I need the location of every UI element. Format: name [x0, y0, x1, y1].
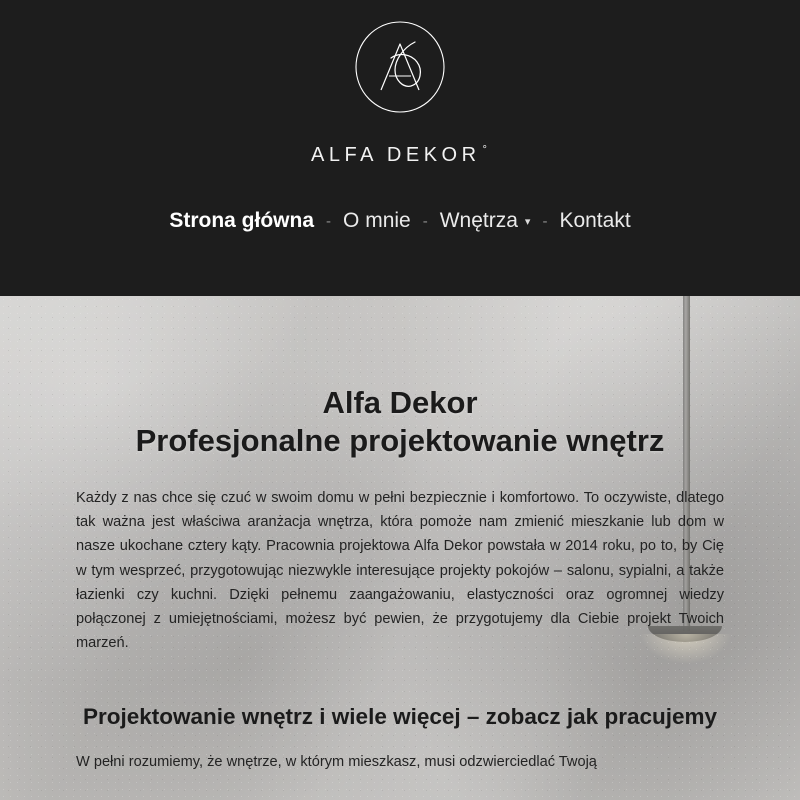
section-heading: Projektowanie wnętrz i wiele więcej – zobacz jak pracujemy [83, 704, 717, 730]
nav-separator: - [326, 212, 332, 230]
nav-item-o-mnie[interactable]: O mnie [343, 209, 411, 232]
nav-separator: - [542, 212, 548, 230]
site-header [0, 0, 800, 296]
main-navigation [163, 207, 636, 235]
nav-item-wnetrza[interactable] [434, 207, 537, 235]
alfa-dekor-monogram-icon [351, 18, 449, 134]
hero-paragraph: Każdy z nas chce się czuć w swoim domu w pełni bezpiecznie i komfortowo. To oczywiste, dlatego tak ważna jest właściwa aranżacja wnętrza, która pomoże nam zmienić mieszkanie lub dom w nasze ukochane cztery kąty. Pracownia projektowa Alfa Dekor powstała w 2014 roku, po to, by Cię w tym wesprzeć, przygotowując niezwykle interesujące projekty pokojów – salonu, sypialni, a także łazienki czy kuchni. Dzięki pełnemu zaangażowaniu, elastyczności oraz ogromnej wiedzy połączonej z umiejętnościami, możesz być pewien, że przygotujemy dla Ciebie projekt Twoich marzeń. [76, 490, 724, 652]
brand-superscript: ° [482, 144, 487, 157]
nav-separator: - [422, 212, 428, 230]
nav-item-wnetrza-label: Wnętrza [439, 209, 518, 232]
content-container [0, 384, 800, 775]
brand-logo[interactable] [311, 18, 489, 167]
page-title-line-2: Profesjonalne projektowanie wnętrz [135, 423, 665, 458]
nav-item-strona-glowna[interactable]: Strona główna [169, 209, 315, 232]
page-title-line-1: Alfa Dekor [322, 385, 478, 420]
brand-name: ALFA DEKOR ° [311, 144, 487, 166]
section-paragraph: W pełni rozumiemy, że wnętrze, w którym mieszkasz, musi odzwierciedlać Twoją [76, 754, 597, 771]
page-title [76, 384, 724, 460]
chevron-down-icon[interactable]: ▾ [524, 216, 531, 228]
nav-item-kontakt[interactable]: Kontakt [559, 209, 631, 232]
hero-content-area [0, 296, 800, 800]
